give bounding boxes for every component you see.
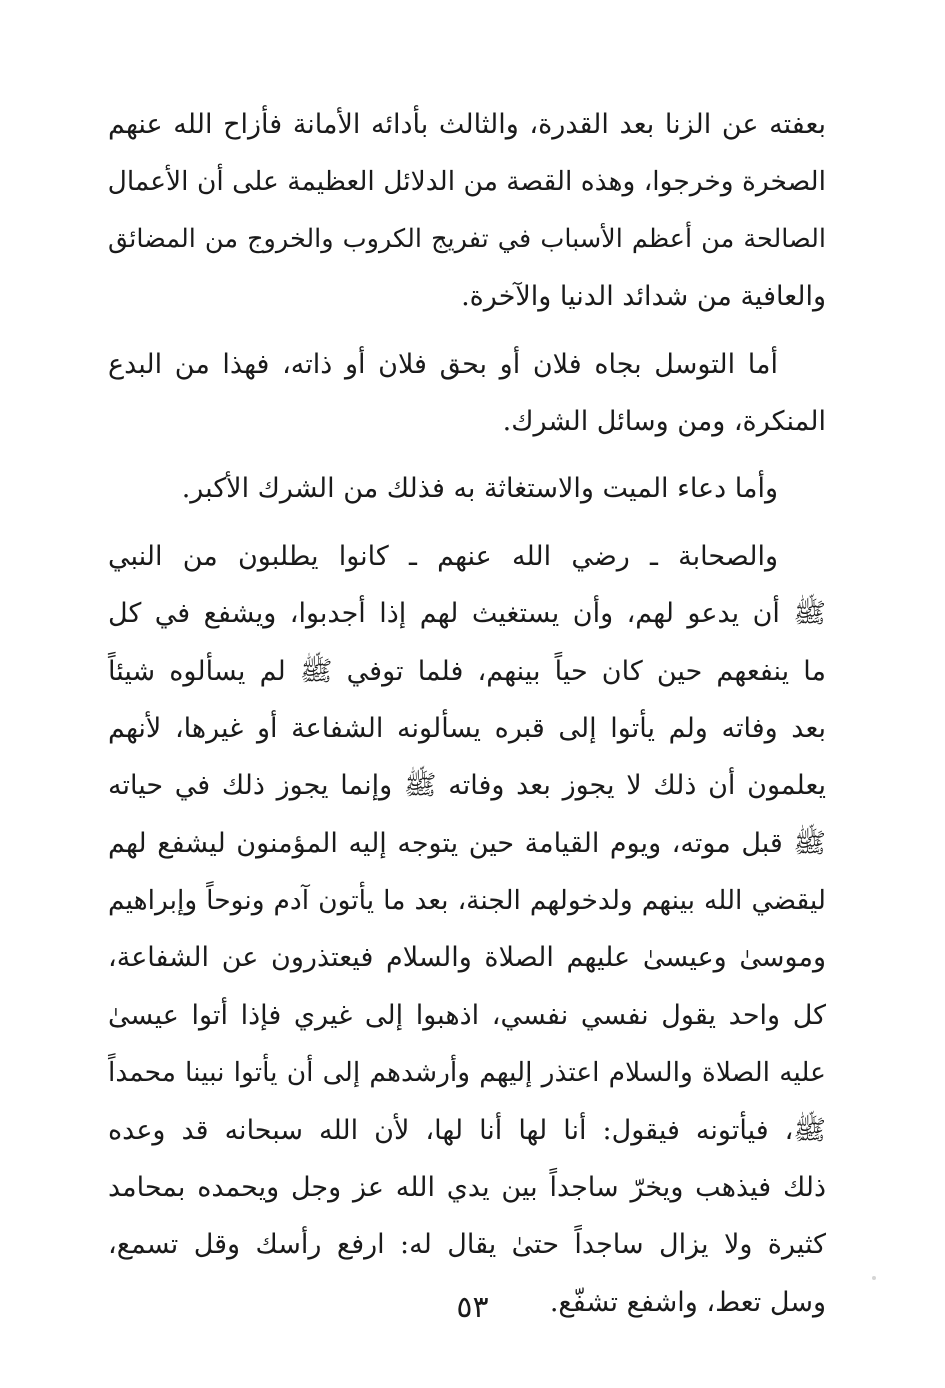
- text-line: بعفته عن الزنا بعد القدرة، والثالث بأدائه الأمانة فأزاح الله عنهم: [108, 109, 826, 140]
- paragraph-1: [108, 96, 826, 326]
- text-line: ﷺ أن يدعو لهم، وأن يستغيث لهم إذا أجدبوا، ويشفع في كل: [108, 598, 826, 630]
- text-line: ما ينفعهم حين كان حياً بينهم، فلما توفي ﷺ لم يسألوه شيئاً: [108, 655, 826, 687]
- text-line: يعلمون أن ذلك لا يجوز بعد وفاته ﷺ وإنما يجوز ذلك في حياته: [108, 770, 826, 802]
- paragraph-4: [108, 528, 826, 1331]
- text-line: ﷺ قبل موته، ويوم القيامة حين يتوجه إليه المؤمنون ليشفع لهم: [108, 827, 826, 859]
- text-line: أما التوسل بجاه فلان أو بحق فلان أو ذاته، فهذا من البدع: [108, 348, 778, 380]
- text-line: الصالحة من أعظم الأسباب في تفريج الكروب والخروج من المضائق: [108, 223, 826, 254]
- text-line: ليقضي الله بينهم ولدخولهم الجنة، بعد ما يأتون آدم ونوحاً وإبراهيم: [108, 885, 826, 917]
- text-line: وأما دعاء الميت والاستغاثة به فذلك من الشرك الأكبر.: [181, 473, 778, 505]
- text-line: وسل تعط، واشفع تشفّع.: [549, 1286, 826, 1318]
- paragraph-3: [108, 460, 826, 517]
- body-text: [108, 96, 826, 1331]
- scan-speck: [872, 1276, 876, 1280]
- page-number: ٥٣: [456, 1290, 489, 1325]
- text-line: ﷺ، فيأتونه فيقول: أنا لها أنا لها، لأن الله سبحانه قد وعده: [108, 1114, 826, 1146]
- text-line: بعد وفاته ولم يأتوا إلى قبره يسألونه الشفاعة أو غيرها، لأنهم: [108, 712, 826, 744]
- text-line: الصخرة وخرجوا، وهذه القصة من الدلائل العظيمة على أن الأعمال: [107, 166, 826, 198]
- paragraph-2: [108, 336, 826, 451]
- text-line: والعافية من شدائد الدنيا والآخرة.: [461, 281, 826, 313]
- text-line: وموسىٰ وعيسىٰ عليهم الصلاة والسلام فيعتذرون عن الشفاعة،: [108, 942, 826, 974]
- text-line: عليه الصلاة والسلام اعتذر إليهم وأرشدهم إلى أن يأتوا نبينا محمداً: [108, 1057, 826, 1089]
- text-line: المنكرة، ومن وسائل الشرك.: [502, 405, 826, 437]
- text-line: ذلك فيذهب ويخرّ ساجداً بين يدي الله عز وجل ويحمده بمحامد: [108, 1172, 826, 1204]
- text-line: كل واحد يقول نفسي نفسي، اذهبوا إلى غيري فإذا أتوا عيسىٰ: [108, 999, 826, 1031]
- text-line: كثيرة ولا يزال ساجداً حتىٰ يقال له: ارفع رأسك وقل تسمع،: [108, 1229, 826, 1261]
- text-line: والصحابة ـ رضي الله عنهم ـ كانوا يطلبون من النبي: [108, 540, 778, 572]
